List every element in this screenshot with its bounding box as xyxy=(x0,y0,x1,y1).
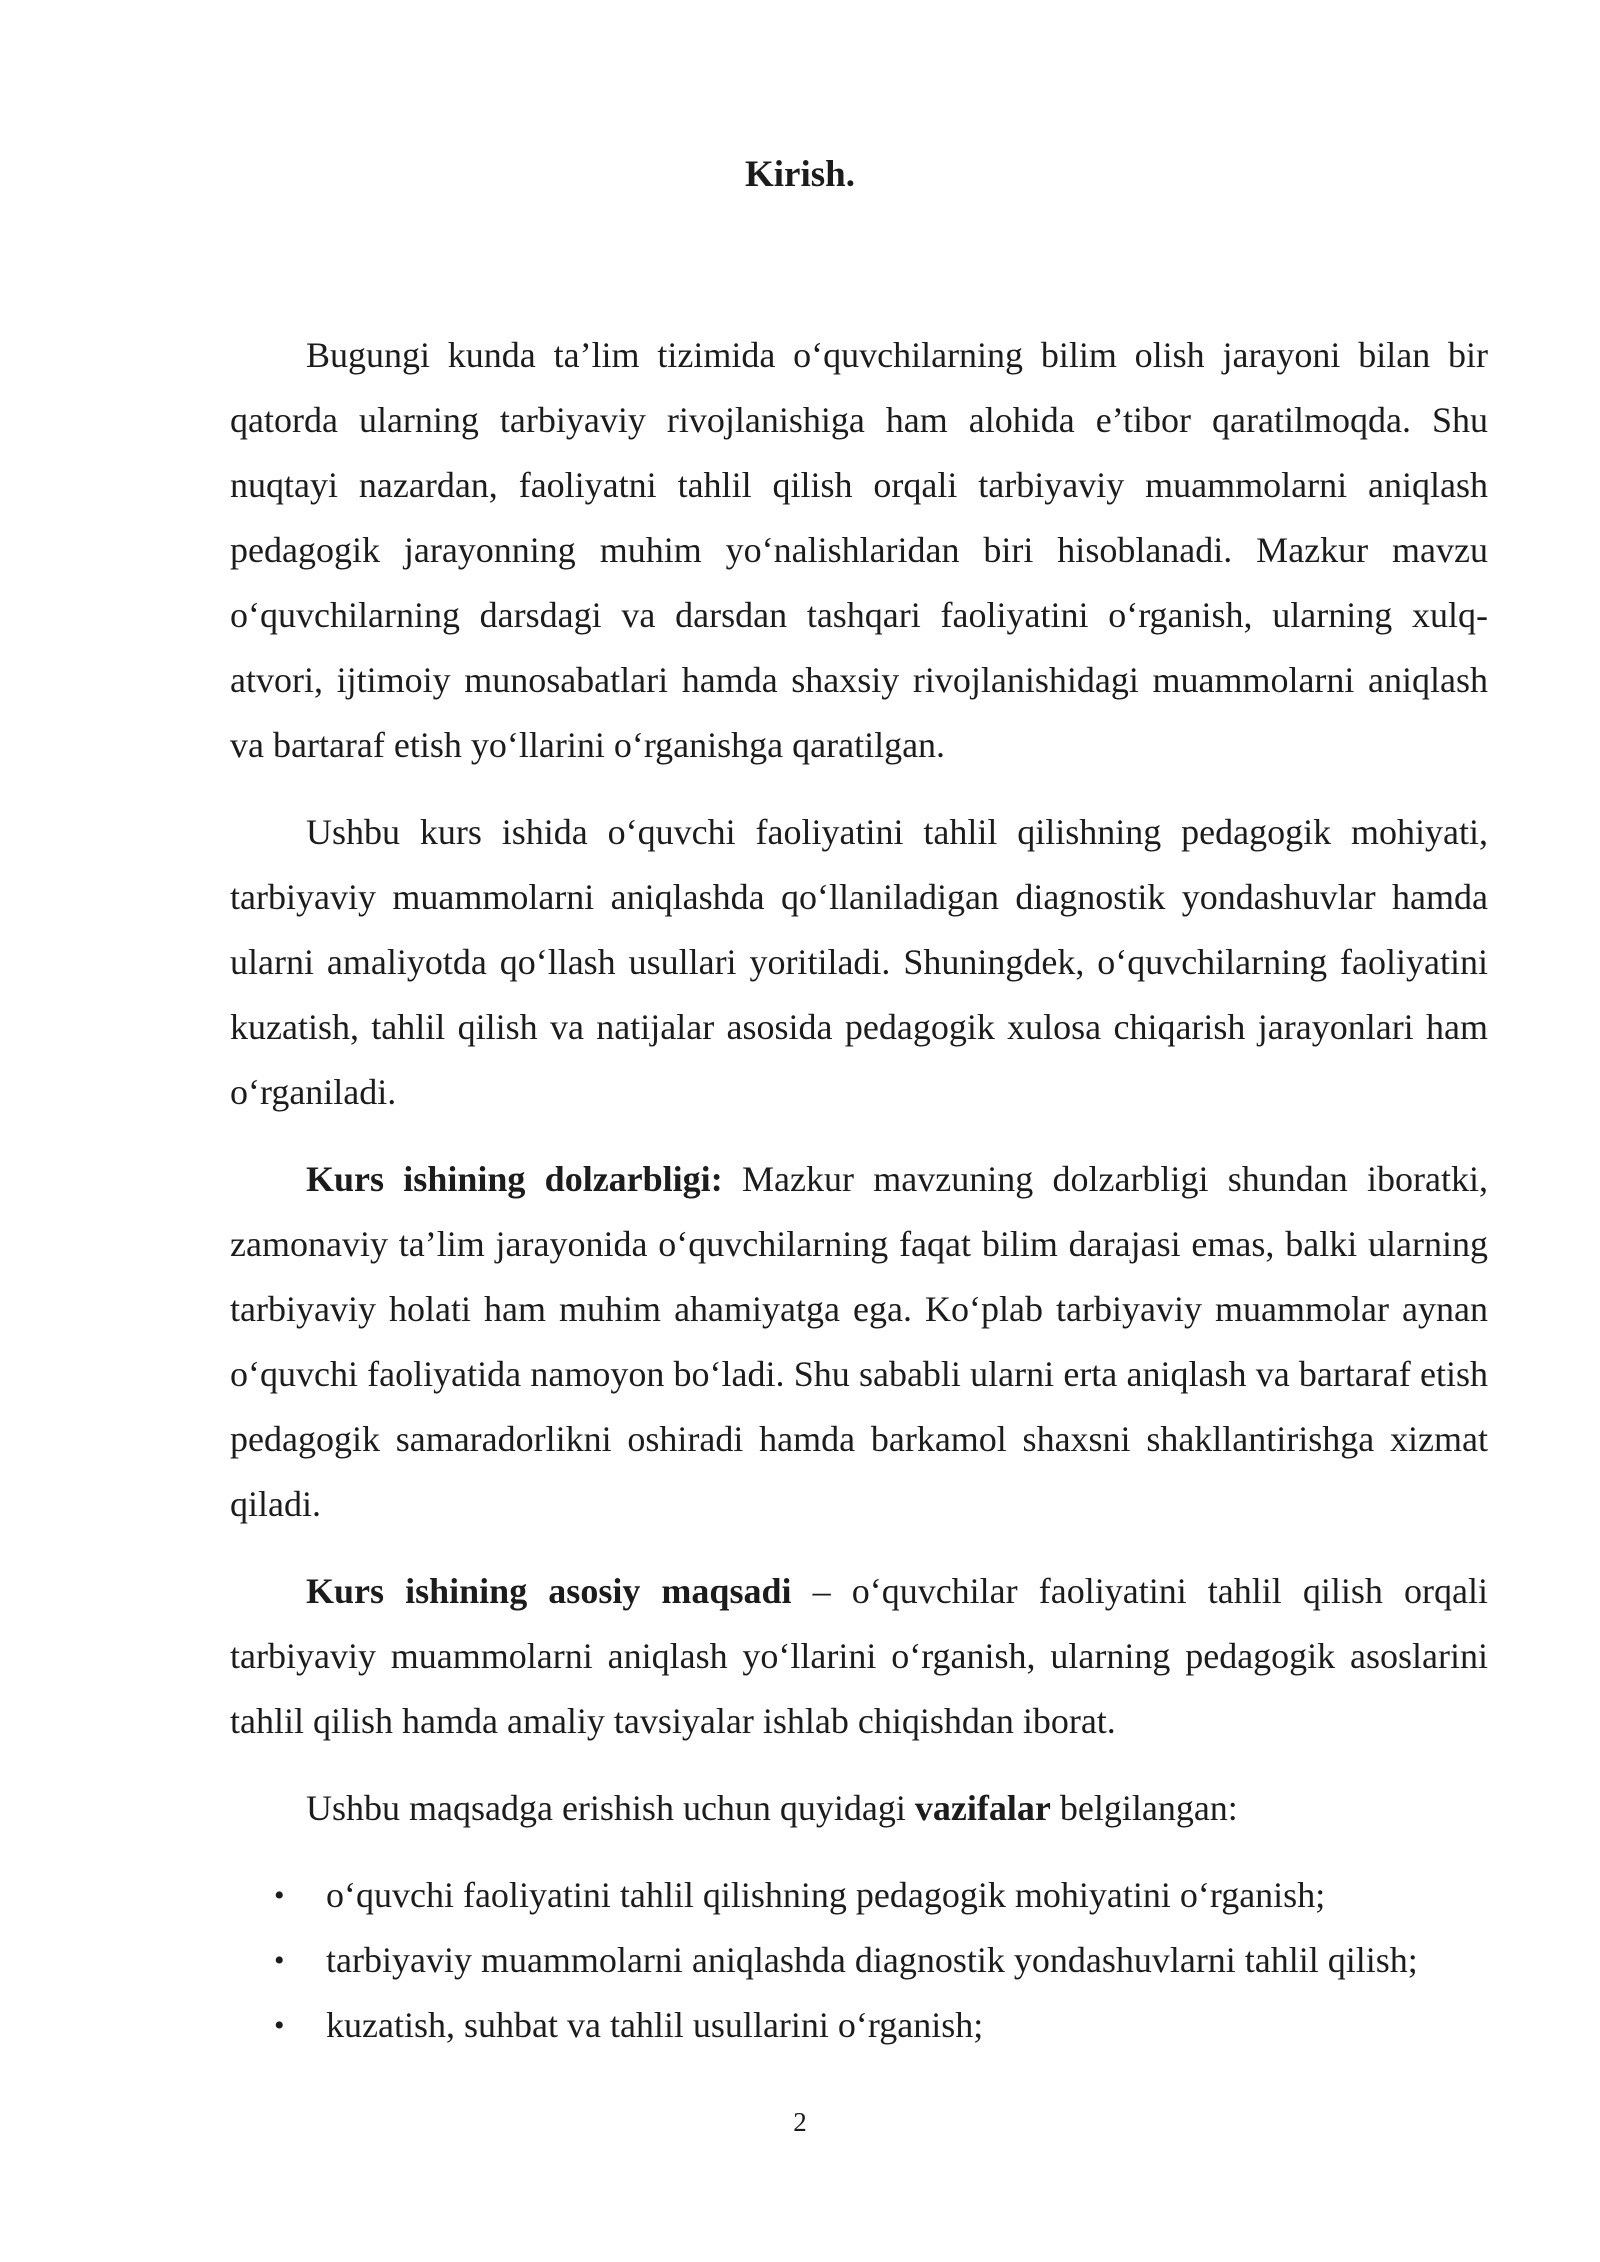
goal-label: Kurs ishining asosiy maqsadi xyxy=(306,1571,792,1611)
tasks-intro-bold: vazifalar xyxy=(914,1788,1051,1828)
tasks-intro-paragraph xyxy=(230,1776,1488,1841)
bullet-icon: • xyxy=(274,2009,285,2042)
scope-paragraph: Ushbu kurs ishida o‘quvchi faoliyatini tahlil qilishning pedagogik mohiyati, tarbiyaviy muammolarni aniqlashda qo‘llaniladigan diagnostik yondashuvlar hamda ularni amaliyotda qo‘llash usullari yoritiladi. Shuningdek, o‘quvchilarning faoliyatini kuzatish, tahlil qilish va natijalar asosida pedagogik xulosa chiqarish jarayonlari ham o‘rganiladi. xyxy=(230,812,1488,1112)
list-item xyxy=(230,1928,1488,1993)
tasks-intro-ending: belgilangan: xyxy=(1050,1788,1238,1828)
bullet-icon: • xyxy=(274,1944,285,1977)
tasks-intro-text: Ushbu maqsadga erishish uchun quyidagi xyxy=(306,1788,915,1828)
relevance-text: Mazkur mavzuning dolzarbligi shundan iboratki, zamonaviy ta’lim jarayonida o‘quvchilarning faqat bilim darajasi emas, balki ularning tarbiyaviy holati ham muhim ahamiyatga ega. Ko‘plab tarbiyaviy muammolar aynan o‘quvchi faoliyatida namoyon bo‘ladi. Shu sababli ularni erta aniqlash va bartaraf etish pedagogik samaradorlikni oshiradi hamda barkamol shaxsni shakllantirishga xizmat qiladi. xyxy=(230,1159,1488,1524)
list-item-text: tarbiyaviy muammolarni aniqlashda diagnostik yondashuvlarni tahlil qilish; xyxy=(326,1940,1418,1980)
list-item xyxy=(230,1863,1488,1928)
page-title: Kirish. xyxy=(745,154,855,195)
list-item-text: kuzatish, suhbat va tahlil usullarini o‘rganish; xyxy=(326,2005,984,2045)
bullet-icon: • xyxy=(274,1879,285,1912)
goal-text: – o‘quvchilar faoliyatini tahlil qilish orqali tarbiyaviy muammolarni aniqlash yo‘llarini o‘rganish, ularning pedagogik asoslarini tahlil qilish hamda amaliy tavsiyalar ishlab chiqishdan iborat. xyxy=(230,1571,1488,1741)
list-item-text: o‘quvchi faoliyatini tahlil qilishning pedagogik mohiyatini o‘rganish; xyxy=(326,1875,1326,1915)
relevance-paragraph xyxy=(230,1147,1488,1537)
intro-paragraph: Bugungi kunda ta’lim tizimida o‘quvchilarning bilim olish jarayoni bilan bir qatorda ularning tarbiyaviy rivojlanishiga ham alohida e’tibor qaratilmoqda. Shu nuqtayi nazardan, faoliyatni tahlil qilish orqali tarbiyaviy muammolarni aniqlash pedagogik jarayonning muhim yo‘nalishlaridan biri hisoblanadi. Mazkur mavzu o‘quvchilarning darsdagi va darsdan tashqari faoliyatini o‘rganish, ularning xulq-atvori, ijtimoiy munosabatlari hamda shaxsiy rivojlanishidagi muammolarni aniqlash va bartaraf etish yo‘llarini o‘rganishga qaratilgan. xyxy=(230,335,1488,765)
page-number: 2 xyxy=(793,2107,807,2137)
document-body xyxy=(230,323,1488,2058)
relevance-label: Kurs ishining dolzarbligi: xyxy=(306,1159,723,1199)
goal-paragraph xyxy=(230,1559,1488,1754)
task-list xyxy=(230,1863,1488,2058)
list-item xyxy=(230,1993,1488,2058)
